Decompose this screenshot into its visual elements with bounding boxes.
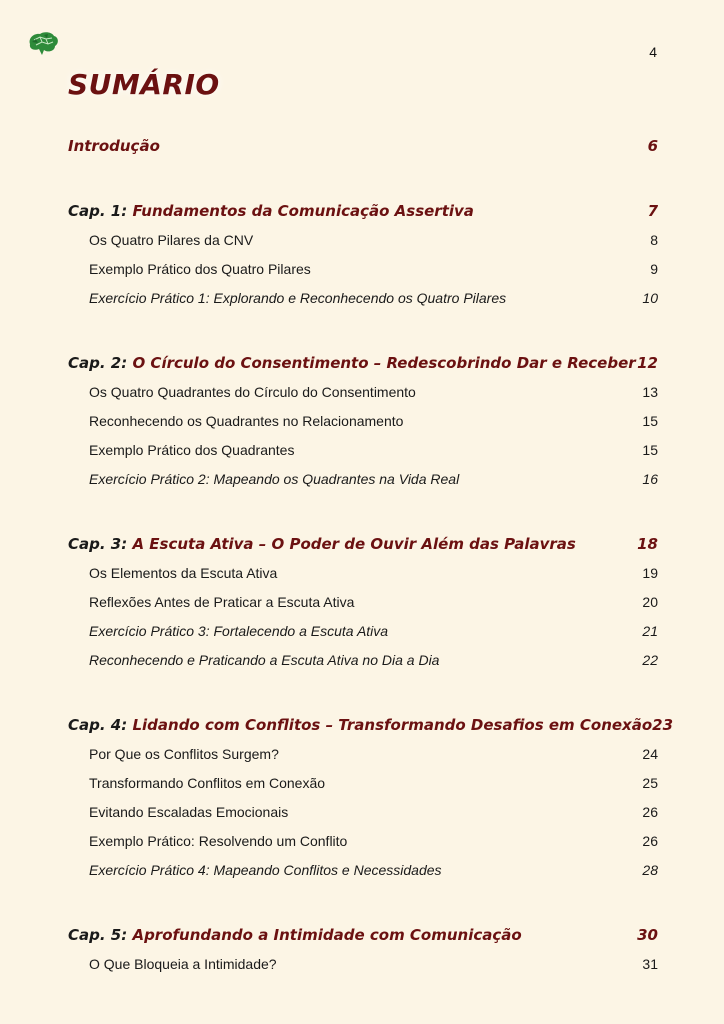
chapter-separator: : <box>121 202 128 220</box>
toc-entry-page: 19 <box>642 565 658 581</box>
chapter-heading-row[interactable] <box>68 528 658 560</box>
toc-entry-page: 15 <box>642 442 658 458</box>
chapter-heading <box>68 347 636 379</box>
chapter-page: 30 <box>637 926 658 944</box>
toc-entry-row[interactable] <box>68 378 658 407</box>
toc-entry-page: 15 <box>642 413 658 429</box>
chapter-separator: : <box>121 535 128 553</box>
intro-label: Introdução <box>68 137 160 155</box>
toc-entry-label: Exercício Prático 4: Mapeando Conflitos e Necessidades <box>89 862 442 878</box>
chapter-separator: : <box>121 354 128 372</box>
toc-entry-row[interactable] <box>68 465 658 494</box>
chapter-page: 7 <box>647 202 658 220</box>
toc-entry-label: Por Que os Conflitos Surgem? <box>89 746 279 762</box>
toc-entry-row[interactable] <box>68 436 658 465</box>
chapter-page: 23 <box>652 716 674 734</box>
toc-entry-row[interactable] <box>68 284 658 313</box>
page-title: SUMÁRIO <box>68 68 220 101</box>
chapter-page: 12 <box>637 354 658 372</box>
toc-entry-row[interactable] <box>68 617 658 646</box>
chapter-number: Cap. 3 <box>68 535 122 553</box>
chapter-section <box>68 528 658 675</box>
page-number: 4 <box>649 44 657 60</box>
toc-entry-label: Exercício Prático 2: Mapeando os Quadrantes na Vida Real <box>89 471 460 487</box>
chapter-section <box>68 709 674 885</box>
intro-page: 6 <box>647 137 658 155</box>
toc-entry-label: Exercício Prático 1: Explorando e Reconhecendo os Quatro Pilares <box>89 290 507 306</box>
chapter-separator: : <box>121 716 128 734</box>
chapter-number: Cap. 4 <box>68 716 122 734</box>
brain-logo-icon <box>26 30 60 56</box>
chapter-number: Cap. 2 <box>68 354 122 372</box>
chapter-number: Cap. 5: <box>68 926 128 944</box>
toc-entry-label: Reflexões Antes de Praticar a Escuta Ativa <box>89 594 355 610</box>
toc-entry-label: Transformando Conflitos em Conexão <box>89 775 326 791</box>
chapter-title: Lidando com Conflitos – Transformando Desafios em Conexão <box>127 716 653 734</box>
chapter-section <box>68 195 658 313</box>
chapter-section <box>68 919 658 979</box>
chapter-section <box>68 347 658 494</box>
chapter-title: O Círculo do Consentimento – Redescobrindo Dar e Receber <box>127 354 636 372</box>
toc-entry-label: Exercício Prático 3: Fortalecendo a Escuta Ativa <box>89 623 389 639</box>
toc-entry-page: 10 <box>642 290 658 306</box>
chapter-heading-row[interactable] <box>68 347 658 379</box>
toc-entry-row[interactable] <box>68 740 658 769</box>
toc-entry-label: Exemplo Prático: Resolvendo um Conflito <box>89 833 348 849</box>
toc-entry-row[interactable] <box>68 255 658 284</box>
toc-entry-label: Reconhecendo os Quadrantes no Relacionamento <box>89 413 404 429</box>
chapter-heading-row[interactable] <box>68 709 674 741</box>
toc-entry-row[interactable] <box>68 950 658 979</box>
toc-entry-row[interactable] <box>68 798 658 827</box>
chapter-title: Fundamentos da Comunicação Assertiva <box>127 202 474 220</box>
intro-section <box>68 130 658 162</box>
toc-entry-page: 26 <box>642 804 658 820</box>
chapter-page: 18 <box>637 535 658 553</box>
chapter-heading <box>68 528 576 560</box>
chapter-heading-row[interactable] <box>68 919 658 951</box>
chapter-heading-row[interactable] <box>68 195 658 227</box>
toc-entry-row[interactable] <box>68 588 658 617</box>
toc-entry-label: Evitando Escaladas Emocionais <box>89 804 289 820</box>
toc-entry-page: 24 <box>642 746 658 762</box>
toc-entry-label: Exemplo Prático dos Quatro Pilares <box>89 261 311 277</box>
toc-entry-row[interactable] <box>68 407 658 436</box>
toc-entry-page: 16 <box>642 471 658 487</box>
toc-entry-row[interactable] <box>68 769 658 798</box>
toc-entry-page: 22 <box>642 652 658 668</box>
toc-entry-row[interactable] <box>68 856 658 885</box>
chapter-title: A Escuta Ativa – O Poder de Ouvir Além das Palavras <box>127 535 576 553</box>
toc-entry-label: Os Quatro Quadrantes do Círculo do Consentimento <box>89 384 416 400</box>
toc-entry-label: Os Quatro Pilares da CNV <box>89 232 254 248</box>
toc-entry-label: Reconhecendo e Praticando a Escuta Ativa no Dia a Dia <box>89 652 440 668</box>
toc-entry-page: 8 <box>650 232 658 248</box>
toc-entry-row[interactable] <box>68 559 658 588</box>
chapter-number: Cap. 1 <box>68 202 122 220</box>
toc-entry-page: 13 <box>642 384 658 400</box>
toc-entry-label: Exemplo Prático dos Quadrantes <box>89 442 295 458</box>
toc-entry-page: 25 <box>642 775 658 791</box>
toc-intro-row[interactable] <box>68 130 658 162</box>
toc-entry-label: Os Elementos da Escuta Ativa <box>89 565 278 581</box>
toc-entry-label: O Que Bloqueia a Intimidade? <box>89 956 277 972</box>
chapter-heading <box>68 709 652 741</box>
toc-entry-page: 26 <box>642 833 658 849</box>
chapter-heading <box>68 195 474 227</box>
toc-entry-row[interactable] <box>68 226 658 255</box>
table-of-contents <box>68 130 674 1013</box>
toc-entry-page: 9 <box>650 261 658 277</box>
toc-entry-page: 28 <box>642 862 658 878</box>
chapter-title: Aprofundando a Intimidade com Comunicação <box>127 926 522 944</box>
toc-entry-row[interactable] <box>68 646 658 675</box>
toc-entry-row[interactable] <box>68 827 658 856</box>
chapter-heading <box>68 919 522 951</box>
toc-entry-page: 21 <box>642 623 658 639</box>
toc-entry-page: 20 <box>642 594 658 610</box>
toc-entry-page: 31 <box>642 956 658 972</box>
